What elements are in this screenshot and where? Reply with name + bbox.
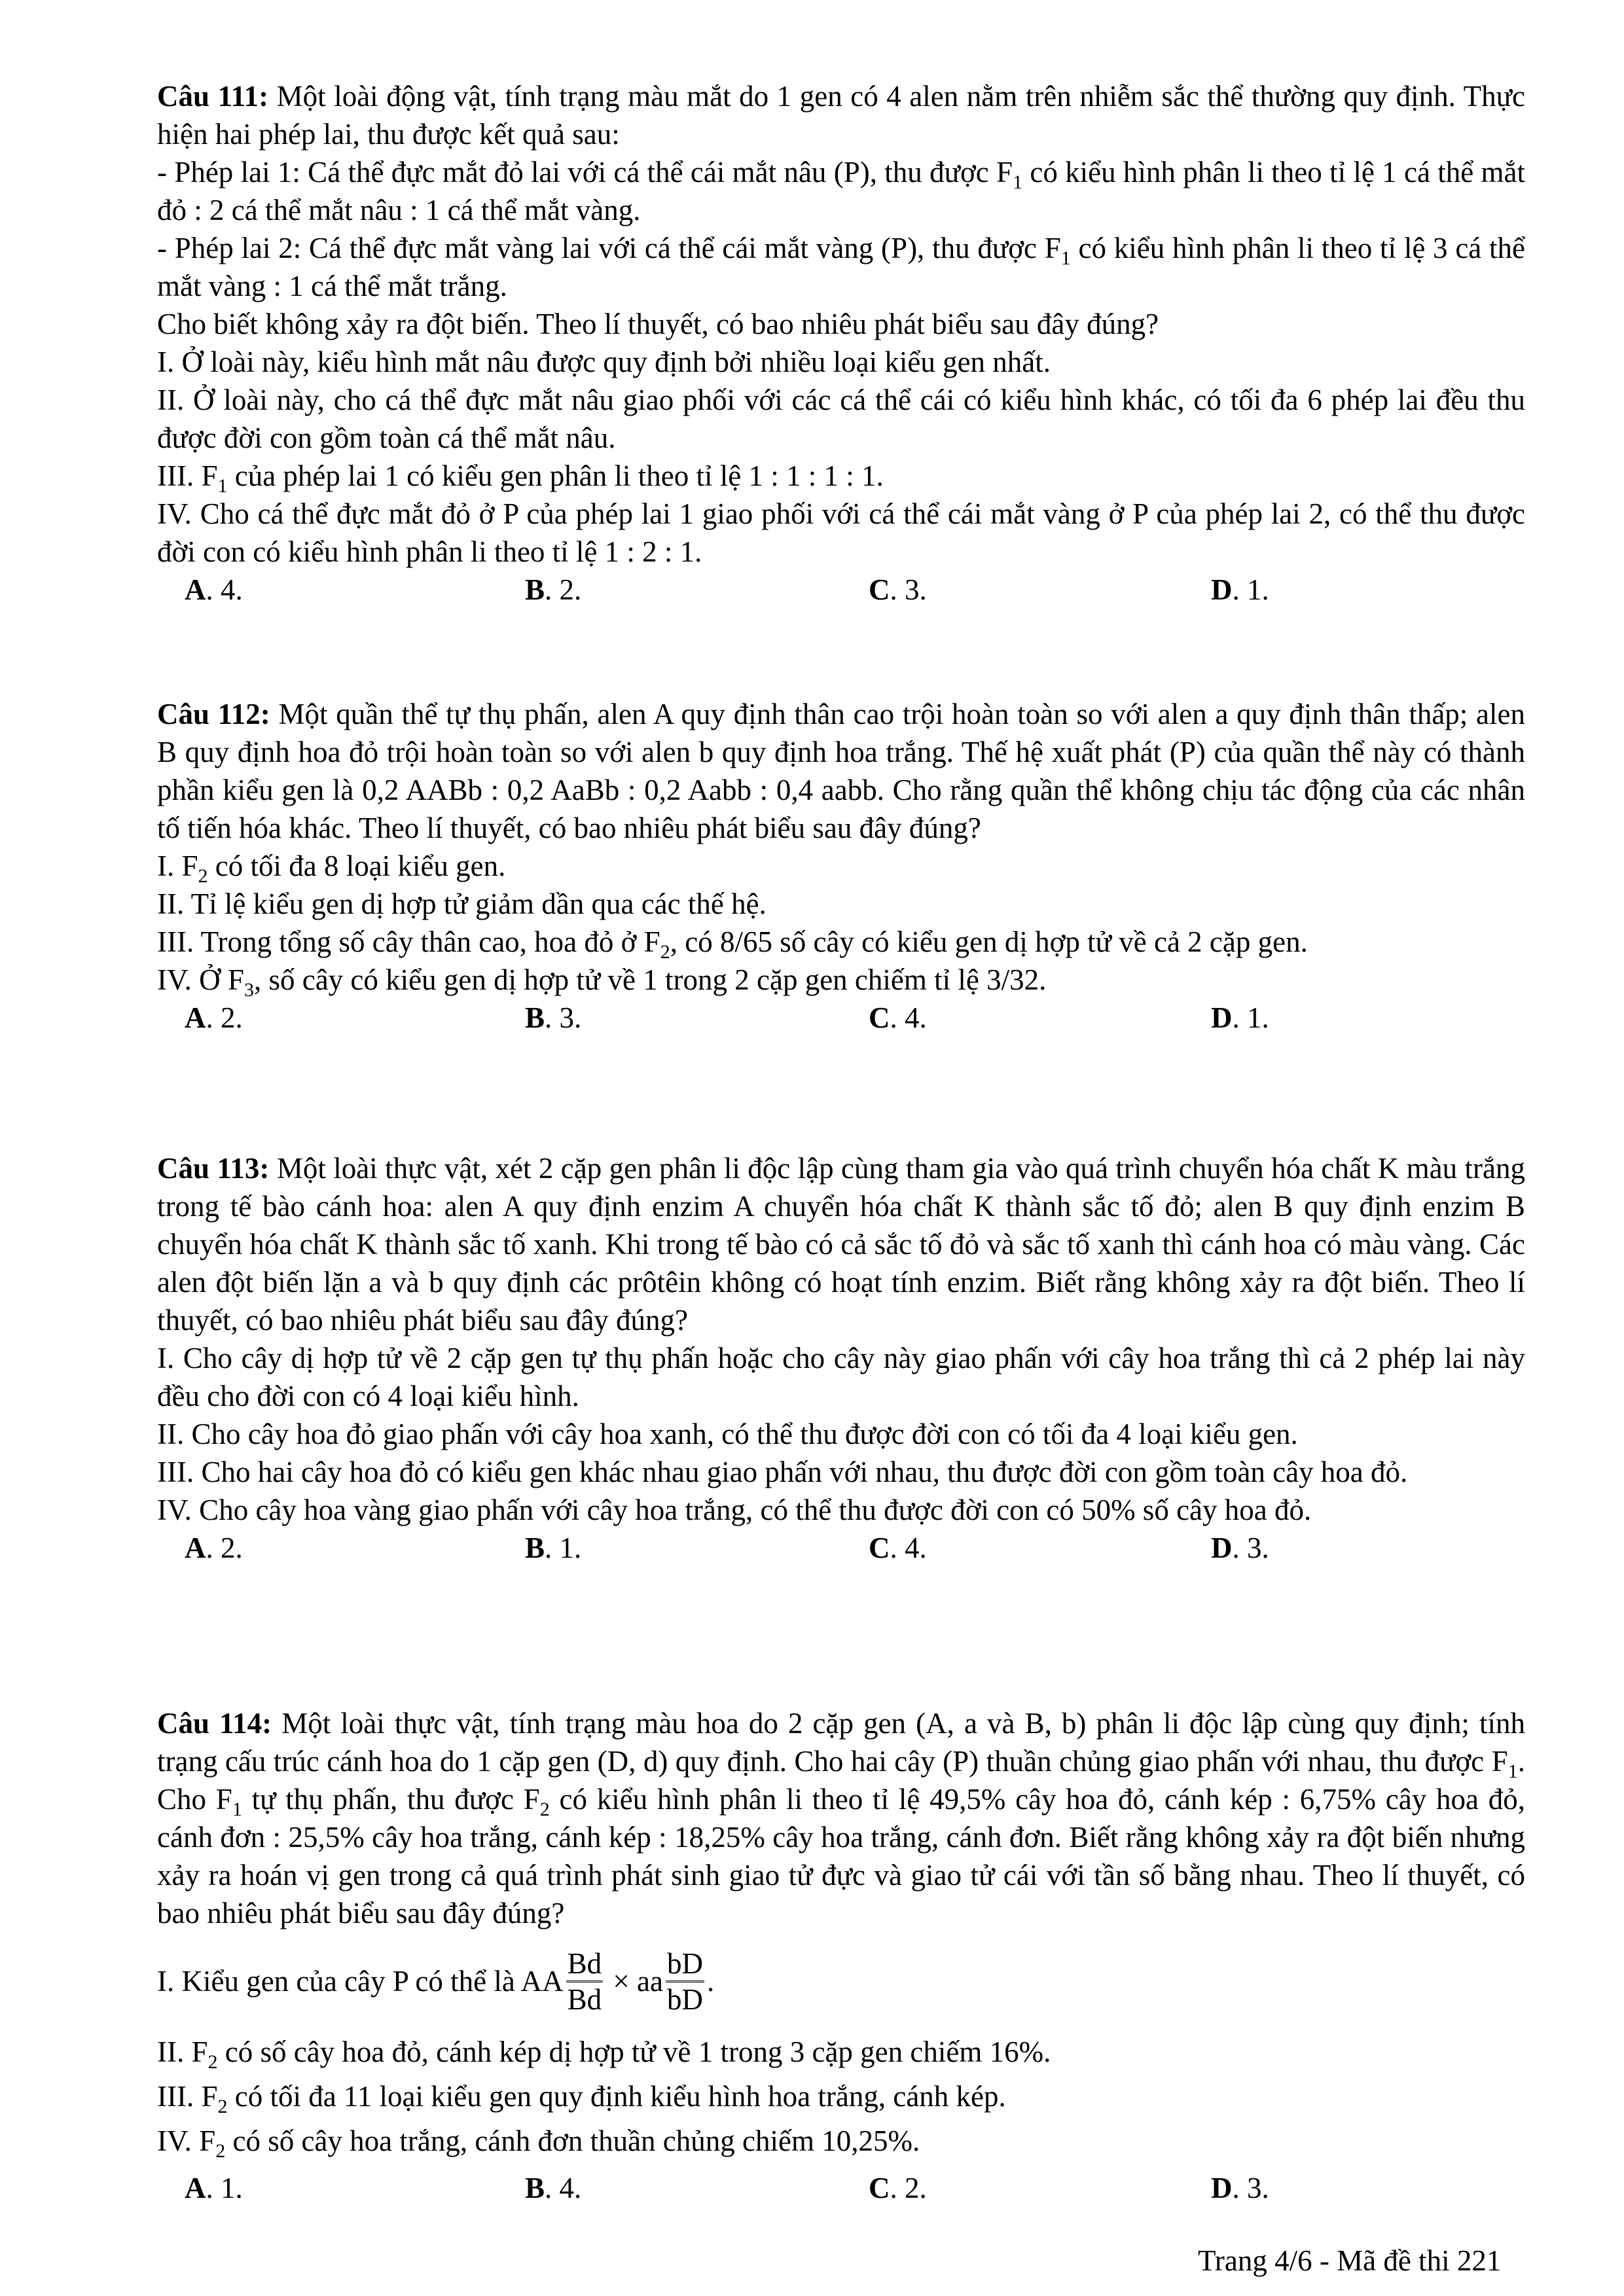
statement-3: III. Trong tổng số cây thân cao, hoa đỏ ở $F_2$, có 8/65 số cây có kiểu gen dị hợp tử về cả 2 cặp gen. (157, 925, 1308, 963)
option-d[interactable]: D. 3. (1211, 2172, 1269, 2204)
genotype-fraction-1: $\frac{Bd}{Bd}$ (567, 1946, 602, 2016)
option-c[interactable]: C. 4. (869, 1532, 927, 1564)
statement-2: II. Cho cây hoa đỏ giao phấn với cây hoa xanh, có thể thu được đời con có tối đa 4 loại kiểu gen. (157, 1418, 1298, 1450)
subscript: 2 (215, 2140, 226, 2162)
subscript: 2 (208, 2051, 218, 2073)
statement-2: II. $F_2$ có số cây hoa đỏ, cánh kép dị hợp tử về 1 trong 3 cặp gen chiếm 16%. (157, 2036, 1051, 2073)
question-prompt: Cho biết không xảy ra đột biến. Theo lí thuyết, có bao nhiêu phát biểu sau đây đúng? (157, 308, 1159, 340)
subscript: 2 (660, 941, 670, 963)
answer-options (157, 2169, 1525, 2210)
subscript: 1 (217, 475, 228, 497)
option-a[interactable]: A. 2. (185, 1532, 243, 1564)
subscript: 3 (244, 979, 254, 1001)
question-intro: Một quần thể tự thụ phấn, alen A quy định thân cao trội hoàn toàn so với alen a quy định thân thấp; alen B quy định hoa đỏ trội hoàn toàn so với alen b quy định hoa trắng. Thế hệ xuất phát (P) của quần thể này có thành phần kiểu gen là 0,2 AABb : 0,2 AaBb : 0,2 Aabb : 0,4 aabb. Cho rằng quần thể không chịu tác động của các nhân tố tiến hóa khác. Theo lí thuyết, có bao nhiêu phát biểu sau đây đúng? (157, 698, 1525, 844)
subscript: 1 (1060, 247, 1071, 269)
question-113 (157, 1149, 1525, 1570)
statement-1: I. Ở loài này, kiểu hình mắt nâu được quy định bởi nhiều loại kiểu gen nhất. (157, 346, 1051, 378)
option-b[interactable]: B. 4. (525, 2172, 582, 2204)
option-c[interactable]: C. 3. (869, 573, 927, 606)
subscript: 1 (1013, 171, 1023, 193)
subscript: 2 (539, 1799, 550, 1820)
question-intro: Một loài thực vật, tính trạng màu hoa do 2 cặp gen (A, a và B, b) phân li độc lập cùng quy định; tính trạng cấu trúc cánh hoa do 1 cặp gen (D, d) quy định. Cho hai cây (P) thuần chủng giao phấn với nhau, thu được F (157, 1707, 1525, 1778)
option-b[interactable]: B. 3. (525, 1001, 582, 1034)
option-a[interactable]: A. 4. (185, 573, 243, 606)
page-footer: Trang 4/6 - Mã đề thi 221 (1198, 2244, 1502, 2277)
statement-4: IV. Cho cây hoa vàng giao phấn với cây hoa trắng, có thể thu được đời con có 50% số cây hoa đỏ. (157, 1494, 1312, 1526)
answer-options (157, 571, 1525, 611)
option-d[interactable]: D. 1. (1211, 573, 1269, 606)
option-d[interactable]: D. 1. (1211, 1001, 1269, 1034)
cross-1: - Phép lai 1: Cá thể đực mắt đỏ lai với cá thể cái mắt nâu (P), thu được F (157, 156, 1013, 188)
question-112 (157, 695, 1525, 1039)
answer-options (157, 999, 1525, 1039)
question-label: Câu 114: (157, 1707, 272, 1740)
subscript: 2 (198, 865, 208, 887)
option-b[interactable]: B. 1. (525, 1532, 582, 1564)
genotype-fraction-2: $\frac{bD}{bD}$ (666, 1946, 703, 2016)
subscript: 1 (1507, 1761, 1518, 1782)
statement-3: III. Cho hai cây hoa đỏ có kiểu gen khác nhau giao phấn với nhau, thu được đời con gồm toàn cây hoa đỏ. (157, 1456, 1408, 1488)
statement-1: I. $F_2$ có tối đa 8 loại kiểu gen. (157, 850, 506, 887)
statement-3: III. $F_1$ của phép lai 1 có kiểu gen phân li theo tỉ lệ 1 : 1 : 1 : 1. (157, 459, 884, 497)
cross-2-result: có kiểu hình phân li theo tỉ lệ 3 cá thể mắt vàng : 1 cá thể mắt trắng. (157, 232, 1526, 302)
question-111 (157, 77, 1525, 611)
statement-4: IV. Ở $F_3$, số cây có kiểu gen dị hợp tử về 1 trong 2 cặp gen chiếm tỉ lệ 3/32. (157, 963, 1047, 1001)
subscript: 2 (217, 2096, 228, 2117)
option-c[interactable]: C. 2. (869, 2172, 927, 2204)
answer-options (157, 1529, 1525, 1570)
question-label: Câu 112: (157, 698, 270, 730)
cross-2: - Phép lai 2: Cá thể đực mắt vàng lai với cá thể cái mắt vàng (P), thu được F (157, 232, 1061, 264)
statement-3: III. $F_2$ có tối đa 11 loại kiểu gen quy định kiểu hình hoa trắng, cánh kép. (157, 2080, 1006, 2117)
subscript: 1 (232, 1799, 242, 1820)
question-label: Câu 113: (157, 1152, 270, 1185)
cross-1-result: có kiểu hình phân li theo tỉ lệ 1 cá thể mắt đỏ : 2 cá thể mắt nâu : 1 cá thể mắt vàng. (157, 156, 1525, 226)
option-c[interactable]: C. 4. (869, 1001, 927, 1034)
option-d[interactable]: D. 3. (1211, 1532, 1269, 1564)
question-intro: Một loài động vật, tính trạng màu mắt do 1 gen có 4 alen nằm trên nhiễm sắc thể thường quy định. Thực hiện hai phép lai, thu được kết quả sau: (157, 80, 1525, 151)
statement-1: I. Cho cây dị hợp tử về 2 cặp gen tự thụ phấn hoặc cho cây này giao phấn với cây hoa trắng thì cả 2 phép lai này đều cho đời con có 4 loại kiểu hình. (157, 1342, 1525, 1412)
statement-1: I. Kiểu gen của cây P có thể là AA $\frac{Bd}{Bd}$ × aa $\frac{bD}{bD}$ . (157, 1946, 715, 2016)
statement-2: II. Ở loài này, cho cá thể đực mắt nâu giao phối với các cá thể cái có kiểu hình khác, có tối đa 6 phép lai đều thu được đời con gồm toàn cá thể mắt nâu. (157, 384, 1525, 454)
question-intro: Một loài thực vật, xét 2 cặp gen phân li độc lập cùng tham gia vào quá trình chuyển hóa chất K màu trắng trong tế bào cánh hoa: alen A quy định enzim A chuyển hóa chất K thành sắc tố đỏ; alen B quy định enzim B chuyển hóa chất K thành sắc tố xanh. Khi trong tế bào có cả sắc tố đỏ và sắc tố xanh thì cánh hoa có màu vàng. Các alen đột biến lặn a và b quy định các prôtêin không có hoạt tính enzim. Biết rằng không xảy ra đột biến. Theo lí thuyết, có bao nhiêu phát biểu sau đây đúng? (157, 1152, 1526, 1336)
question-114: Câu 114: Một loài thực vật, tính trạng màu hoa do 2 cặp gen (A, a và B, b) phân li độc lập cùng quy định; tính trạng cấu trúc cánh hoa do 1 cặp gen (D, d) quy định. Cho hai cây (P) thuần chủng giao phấn với nhau, thu được $F_1$. Cho $F_1$ tự thụ phấn, thu được $F_2$ có kiểu hình phân li theo tỉ lệ 49,5% cây hoa đỏ, cánh kép : 6,75% cây hoa đỏ, cánh đơn : 25,5% cây hoa trắng, cánh kép : 18,25% cây hoa trắng, cánh đơn. Biết rằng không xảy ra đột biến nhưng xảy ra hoán vị gen trong cả quá trình phát sinh giao tử đực và giao tử cái với tần số bằng nhau. Theo lí thuyết, có bao nhiêu phát biểu sau đây đúng? I. Kiểu gen của cây P có thể là AA $\frac{Bd}{Bd}$ × aa $\frac{bD}{bD}$ . II. $F_2$ có số cây hoa đỏ, cánh kép dị hợp tử về 1 trong 3 cặp gen chiếm 16%. III. $F_2$ có tối đa 11 loại kiểu gen quy định kiểu hình hoa trắng, cánh kép. IV. $F_2$ có số cây hoa trắng, cánh đơn thuần chủng chiếm 10,25%. A. 1. B. 4. C. 2. D. 3. (157, 1704, 1525, 2210)
question-label: Câu 111: (157, 80, 269, 113)
option-a[interactable]: A. 1. (185, 2172, 243, 2204)
option-a[interactable]: A. 2. (185, 1001, 243, 1034)
statement-4: IV. $F_2$ có số cây hoa trắng, cánh đơn thuần chủng chiếm 10,25%. (157, 2125, 920, 2162)
statement-4: IV. Cho cá thể đực mắt đỏ ở P của phép lai 1 giao phối với cá thể cái mắt vàng ở P của phép lai 2, có thể thu được đời con có kiểu hình phân li theo tỉ lệ 1 : 2 : 1. (157, 497, 1525, 568)
option-b[interactable]: B. 2. (525, 573, 582, 606)
statement-2: II. Tỉ lệ kiểu gen dị hợp tử giảm dần qua các thế hệ. (157, 888, 767, 920)
